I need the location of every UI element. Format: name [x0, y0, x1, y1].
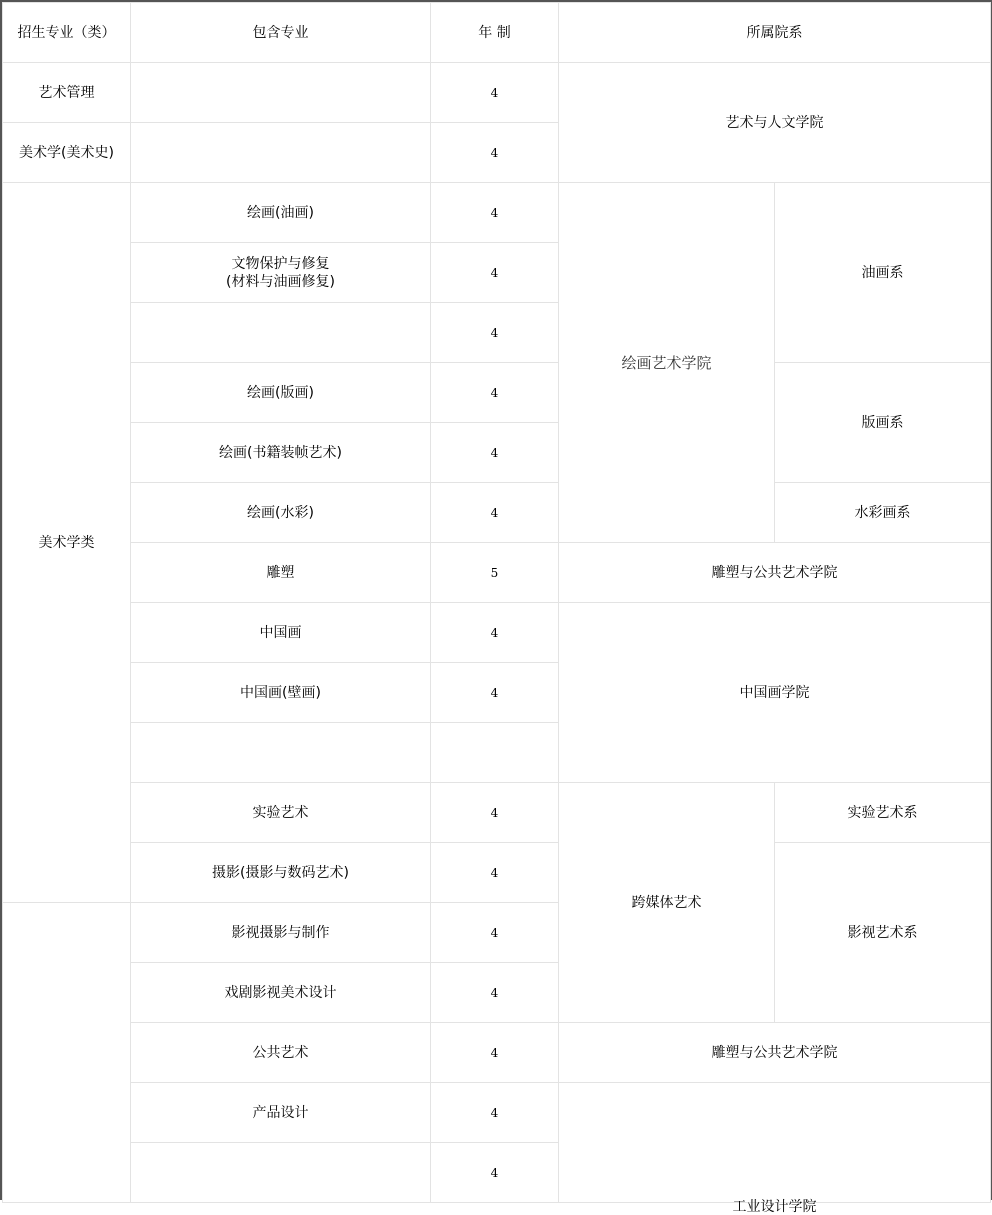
years-cell: 4	[431, 183, 559, 243]
department-cell: 油画系	[775, 183, 991, 363]
years-cell: 4	[431, 963, 559, 1023]
major-cell: 产品设计	[131, 1083, 431, 1143]
major-line-2: (材料与油画修复)	[226, 273, 335, 290]
college-cell: 中国画学院	[559, 603, 991, 783]
major-cell	[131, 123, 431, 183]
major-cell	[131, 303, 431, 363]
category-cell	[3, 903, 131, 1203]
header-category: 招生专业（类）	[3, 3, 131, 63]
table-row	[3, 603, 991, 663]
years-cell: 4	[431, 663, 559, 723]
header-college: 所属院系	[559, 3, 991, 63]
years-cell: 4	[431, 363, 559, 423]
department-cell: 版画系	[775, 363, 991, 483]
major-cell: 戏剧影视美术设计	[131, 963, 431, 1023]
years-cell: 4	[431, 63, 559, 123]
major-cell: 绘画(水彩)	[131, 483, 431, 543]
years-cell: 4	[431, 1083, 559, 1143]
table-row	[3, 63, 991, 123]
major-cell: 绘画(书籍装帧艺术)	[131, 423, 431, 483]
major-cell	[131, 1143, 431, 1203]
table-row	[3, 543, 991, 603]
college-cell: 雕塑与公共艺术学院	[559, 1023, 991, 1083]
major-cell: 中国画	[131, 603, 431, 663]
years-cell: 4	[431, 243, 559, 303]
table-header-row	[3, 3, 991, 63]
major-cell	[131, 243, 431, 303]
years-cell: 4	[431, 1023, 559, 1083]
college-cell-label: 工业设计学院	[732, 1199, 817, 1215]
table-row	[3, 483, 991, 543]
table-row	[3, 843, 991, 903]
header-majors: 包含专业	[131, 3, 431, 63]
years-cell: 4	[431, 303, 559, 363]
table-row	[3, 783, 991, 843]
major-cell: 实验艺术	[131, 783, 431, 843]
major-cell: 中国画(壁画)	[131, 663, 431, 723]
college-cell: 绘画艺术学院	[559, 183, 775, 543]
category-cell: 美术学类	[3, 183, 131, 903]
years-cell: 4	[431, 483, 559, 543]
years-cell: 4	[431, 783, 559, 843]
major-cell: 影视摄影与制作	[131, 903, 431, 963]
major-cell: 绘画(版画)	[131, 363, 431, 423]
department-cell: 实验艺术系	[775, 783, 991, 843]
major-cell: 摄影(摄影与数码艺术)	[131, 843, 431, 903]
major-cell: 绘画(油画)	[131, 183, 431, 243]
years-cell	[431, 723, 559, 783]
major-cell	[131, 723, 431, 783]
table-row	[3, 1023, 991, 1083]
college-cell: 跨媒体艺术	[559, 783, 775, 1023]
major-cell: 公共艺术	[131, 1023, 431, 1083]
major-cell	[131, 63, 431, 123]
years-cell: 4	[431, 903, 559, 963]
major-cell: 雕塑	[131, 543, 431, 603]
college-cell: 艺术与人文学院	[559, 63, 991, 183]
college-cell: 雕塑与公共艺术学院	[559, 543, 991, 603]
enrollment-table	[2, 2, 991, 1215]
table-row	[3, 183, 991, 243]
college-cell	[559, 1083, 991, 1215]
years-cell: 5	[431, 543, 559, 603]
table-row	[3, 1083, 991, 1143]
department-cell: 影视艺术系	[775, 843, 991, 1023]
table-row	[3, 363, 991, 423]
category-cell: 美术学(美术史)	[3, 123, 131, 183]
years-cell: 4	[431, 1143, 559, 1203]
years-cell: 4	[431, 843, 559, 903]
category-cell: 艺术管理	[3, 63, 131, 123]
years-cell: 4	[431, 603, 559, 663]
years-cell: 4	[431, 123, 559, 183]
major-line-1: 文物保护与修复	[231, 255, 330, 272]
department-cell: 水彩画系	[775, 483, 991, 543]
years-cell: 4	[431, 423, 559, 483]
header-years: 年 制	[431, 3, 559, 63]
